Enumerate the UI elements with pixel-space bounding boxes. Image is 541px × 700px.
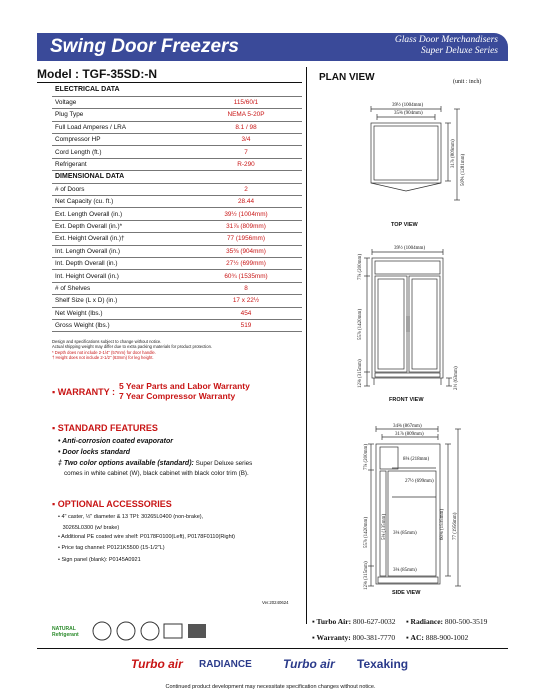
spec-label: # of Doors <box>52 183 190 195</box>
spec-notes <box>52 339 212 361</box>
side-height-5: 77 (1956mm) <box>453 512 458 540</box>
header-subtitle <box>395 35 498 57</box>
texaking-logo: Texaking <box>357 657 409 671</box>
side-height-4: 60¾ (1535mm) <box>440 508 445 540</box>
side-height-3: 5⅜ (135mm) <box>382 513 387 540</box>
spec-label: Net Weight (lbs.) <box>52 307 190 319</box>
accessory-3: • Price tag channel: P0121K5500 (15-1/2"L) <box>58 545 165 552</box>
subtitle-line-1: Glass Door Merchandisers <box>394 35 498 45</box>
spec-table <box>52 84 302 332</box>
spec-label: Cord Length (ft.) <box>52 146 190 158</box>
side-depth-2: 31⅞ (809mm) <box>395 432 424 437</box>
spec-label: Ext. Length Overall (in.) <box>52 208 190 220</box>
warranty-line-1: 5 Year Parts and Labor Warranty <box>119 381 250 391</box>
turbo-air-logo-2: Turbo air <box>283 657 335 671</box>
side-view-caption: SIDE VIEW <box>392 590 421 596</box>
note-2: Actual shipping weight may differ due to extra packing materials for product protection. <box>52 344 213 350</box>
section-title: DIMENSIONAL DATA <box>52 171 302 183</box>
page-title: Swing Door Freezers <box>50 36 239 57</box>
side-height-6: 12⅜ (315mm) <box>364 561 369 590</box>
spec-row <box>52 196 302 208</box>
spec-row <box>52 307 302 319</box>
contact-ac: ▪ AC: 888-900-1002 <box>406 633 469 642</box>
side-depth-1: 34⅜ (867mm) <box>393 424 422 429</box>
front-height-2: 55⅞ (1420mm) <box>358 308 363 340</box>
spec-row <box>52 245 302 257</box>
accessories-heading: ▪ OPTIONAL ACCESSORIES <box>52 499 172 509</box>
front-view-caption: FRONT VIEW <box>389 397 424 403</box>
spec-label: Gross Weight (lbs.) <box>52 319 190 331</box>
feature-3-line2: comes in white cabinet (W), black cabinet with black color trim (B). <box>64 470 249 477</box>
spec-label: Plug Type <box>52 109 190 121</box>
spec-label: Refrigerant <box>52 158 190 170</box>
spec-row <box>52 220 302 232</box>
spec-value: 8 <box>190 282 302 294</box>
spec-label: Full Load Amperes / LRA <box>52 121 190 133</box>
spec-label: Net Capacity (cu. ft.) <box>52 196 190 208</box>
feature-1: • Anti-corrosion coated evaporator <box>58 438 173 445</box>
spec-section-heading <box>52 171 302 183</box>
feature-3-text: Super Deluxe series <box>193 460 253 467</box>
features-heading: ▪ STANDARD FEATURES <box>52 423 158 433</box>
spec-row <box>52 319 302 331</box>
spec-row <box>52 134 302 146</box>
spec-label: # of Shelves <box>52 282 190 294</box>
spec-row <box>52 270 302 282</box>
warranty-label: ▪ WARRANTY : <box>52 387 116 397</box>
spec-value: 35⅜ (904mm) <box>190 245 302 257</box>
front-view-drawing <box>358 248 458 390</box>
front-height-1: 7⅞ (200mm) <box>358 253 363 280</box>
divider <box>37 82 302 83</box>
side-spacing-2: 3⅜ (85mm) <box>393 568 417 573</box>
certification-logos <box>92 620 262 644</box>
top-width-ext: 39½ (1004mm) <box>392 103 424 108</box>
spec-value: 8.1 / 98 <box>190 121 302 133</box>
plan-view-title: PLAN VIEW <box>319 72 375 83</box>
natural-refrigerant-logo: NATURAL Refrigerant <box>52 626 79 638</box>
column-divider <box>306 67 307 624</box>
spec-label: Int. Height Overall (in.) <box>52 270 190 282</box>
features-list <box>58 436 252 479</box>
spec-value: 519 <box>190 319 302 331</box>
turbo-air-logo: Turbo air <box>131 657 183 671</box>
front-height-3: 12⅜ (315mm) <box>358 359 363 388</box>
spec-row <box>52 208 302 220</box>
spec-row <box>52 96 302 108</box>
spec-value: 115/60/1 <box>190 96 302 108</box>
note-4: † Height does not include 2-1/2" (63mm) for leg height. <box>52 355 154 361</box>
spec-value: R-290 <box>190 158 302 170</box>
spec-row <box>52 233 302 245</box>
note-1: Design and specifications subject to change without notice. <box>52 339 162 344</box>
side-height-1: 7⅞ (200mm) <box>364 443 369 470</box>
spec-row <box>52 257 302 269</box>
side-spacing-1: 3⅜ (85mm) <box>393 531 417 536</box>
spec-value: 60¾ (1535mm) <box>190 270 302 282</box>
spec-label: Shelf Size (L x D) (in.) <box>52 295 190 307</box>
spec-label: Int. Depth Overall (in.) <box>52 257 190 269</box>
spec-label: Int. Length Overall (in.) <box>52 245 190 257</box>
spec-row <box>52 158 302 170</box>
spec-row <box>52 295 302 307</box>
unit-label: (unit : inch) <box>453 79 482 85</box>
contact-turbo-air: ▪ Turbo Air: 800-627-0032 <box>312 617 396 626</box>
top-depth-2: 50⅗ (1281mm) <box>461 153 466 186</box>
accessory-4: • Sign panel (blank): P0145A0921 <box>58 557 141 564</box>
version-label: Ver.20240624 <box>262 600 289 605</box>
accessory-1b: 30265L0300 (w/ brake) <box>58 524 120 531</box>
subtitle-line-2: Super Deluxe Series <box>420 46 498 56</box>
spec-value: 77 (1956mm) <box>190 233 302 245</box>
spec-value: 2 <box>190 183 302 195</box>
spec-row <box>52 121 302 133</box>
spec-value: 17 x 22½ <box>190 295 302 307</box>
warranty-text <box>119 382 250 401</box>
model-number: Model : TGF-35SD:-N <box>37 67 157 81</box>
radiance-logo: RADIANCE <box>199 659 252 670</box>
contact-warranty: ▪ Warranty: 800-381-7770 <box>312 633 396 642</box>
side-view-drawing <box>362 426 472 591</box>
spec-row <box>52 183 302 195</box>
front-leg-height: 2½ (63mm) <box>454 366 459 390</box>
note-3: * Depth does not include 2-1/4" (57mm) for door handle. <box>52 349 156 355</box>
top-depth-1: 31⅞ (809mm) <box>451 139 456 168</box>
spec-row <box>52 109 302 121</box>
section-title: ELECTRICAL DATA <box>52 84 302 96</box>
feature-2: • Door locks standard <box>58 449 131 456</box>
spec-value: NEMA 5-20P <box>190 109 302 121</box>
side-depth-3: 8⅜ (218mm) <box>403 457 430 462</box>
feature-3: ‡ Two color options available (standard): <box>58 460 194 467</box>
spec-section-heading <box>52 84 302 96</box>
accessory-2: • Additional PE coated wire shelf: P0178F0100(Left), P0178F0110(Right) <box>58 533 236 540</box>
spec-label: Voltage <box>52 96 190 108</box>
spec-value: 7 <box>190 146 302 158</box>
top-view-caption: TOP VIEW <box>391 222 418 228</box>
warranty-line-2: 7 Year Compressor Warranty <box>119 390 236 401</box>
front-width: 39½ (1004mm) <box>394 246 426 251</box>
spec-row <box>52 146 302 158</box>
accessories-list <box>58 512 235 567</box>
spec-value: 31⅞ (809mm) <box>190 220 302 232</box>
accessory-1: • 4" caster, ½" diameter & 13 TPI: 30265L0400 (non-brake), <box>58 514 204 520</box>
spec-row <box>52 282 302 294</box>
footer-divider <box>37 648 508 649</box>
spec-value: 3/4 <box>190 134 302 146</box>
header-bar <box>37 33 508 61</box>
spec-value: 454 <box>190 307 302 319</box>
side-height-2: 55⅞ (1420mm) <box>364 516 369 548</box>
spec-label: Compressor HP <box>52 134 190 146</box>
side-depth-4: 27½ (699mm) <box>405 479 434 484</box>
spec-label: Ext. Depth Overall (in.)* <box>52 220 190 232</box>
spec-value: 39½ (1004mm) <box>190 208 302 220</box>
contact-radiance: ▪ Radiance: 800-500-3519 <box>406 617 488 626</box>
spec-value: 27½ (699mm) <box>190 257 302 269</box>
spec-value: 28.44 <box>190 196 302 208</box>
spec-label: Ext. Height Overall (in.)† <box>52 233 190 245</box>
top-width-int: 35⅜ (904mm) <box>394 111 423 116</box>
footer-disclaimer: Continued product development may necessitate specification changes without notice. <box>165 684 376 690</box>
